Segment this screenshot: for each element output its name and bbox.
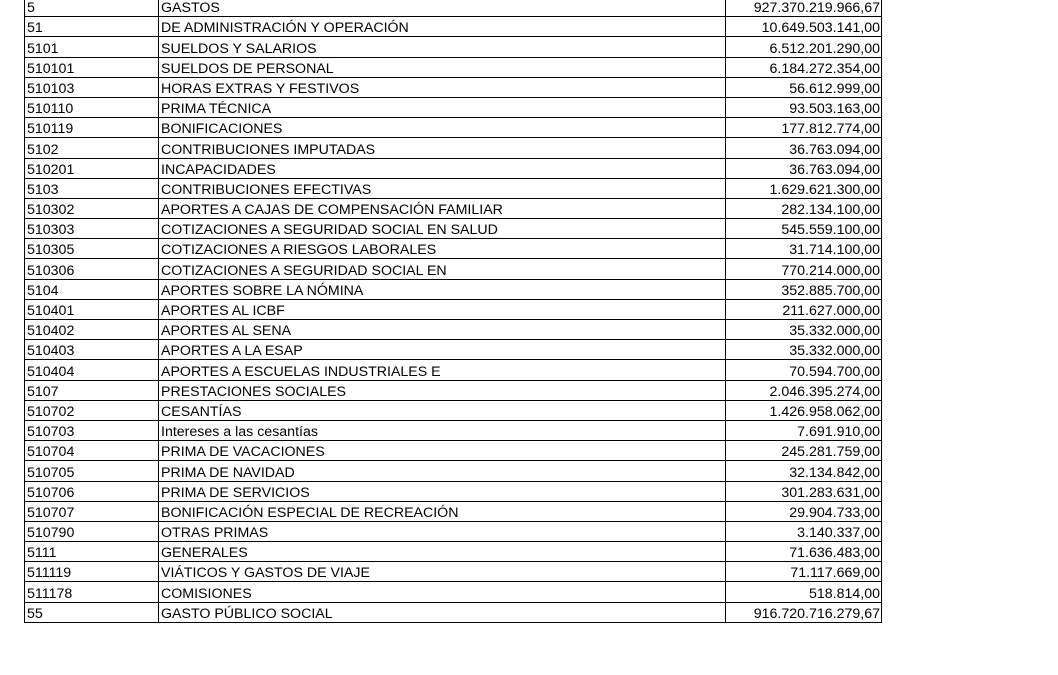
amount-cell: 10.649.503.141,00 xyxy=(726,17,882,37)
account-name-cell: CONTRIBUCIONES IMPUTADAS xyxy=(159,138,726,158)
amount-cell: 282.134.100,00 xyxy=(726,198,882,218)
table-row xyxy=(25,521,882,541)
account-name-cell: BONIFICACIONES xyxy=(159,118,726,138)
account-code-cell: 5107 xyxy=(25,380,159,400)
account-code-cell: 510306 xyxy=(25,259,159,279)
table-row xyxy=(25,380,882,400)
account-name-cell: DE ADMINISTRACIÓN Y OPERACIÓN xyxy=(159,17,726,37)
amount-cell: 545.559.100,00 xyxy=(726,219,882,239)
account-name-cell: PRIMA DE VACACIONES xyxy=(159,441,726,461)
account-name-cell: VIÁTICOS Y GASTOS DE VIAJE xyxy=(159,562,726,582)
table-row xyxy=(25,602,882,622)
amount-cell: 32.134.842,00 xyxy=(726,461,882,481)
table-row xyxy=(25,420,882,440)
amount-cell: 6.184.272.354,00 xyxy=(726,57,882,77)
table-row xyxy=(25,158,882,178)
account-code-cell: 510119 xyxy=(25,118,159,138)
amount-cell: 29.904.733,00 xyxy=(726,501,882,521)
amount-cell: 31.714.100,00 xyxy=(726,239,882,259)
table-row xyxy=(25,259,882,279)
amount-cell: 70.594.700,00 xyxy=(726,360,882,380)
account-name-cell: SUELDOS Y SALARIOS xyxy=(159,37,726,57)
table-row xyxy=(25,360,882,380)
amount-cell: 56.612.999,00 xyxy=(726,77,882,97)
table-row xyxy=(25,198,882,218)
table-row xyxy=(25,441,882,461)
account-name-cell: Intereses a las cesantías xyxy=(159,420,726,440)
amount-cell: 6.512.201.290,00 xyxy=(726,37,882,57)
account-name-cell: COMISIONES xyxy=(159,582,726,602)
account-code-cell: 5103 xyxy=(25,178,159,198)
table-row xyxy=(25,17,882,37)
table-row xyxy=(25,178,882,198)
amount-cell: 927.370.219.966,67 xyxy=(726,0,882,17)
table-row xyxy=(25,340,882,360)
amount-cell: 35.332.000,00 xyxy=(726,320,882,340)
account-code-cell: 510402 xyxy=(25,320,159,340)
account-name-cell: OTRAS PRIMAS xyxy=(159,521,726,541)
amount-cell: 36.763.094,00 xyxy=(726,138,882,158)
table-row xyxy=(25,57,882,77)
account-name-cell: APORTES A CAJAS DE COMPENSACIÓN FAMILIAR xyxy=(159,198,726,218)
account-code-cell: 511178 xyxy=(25,582,159,602)
account-code-cell: 510703 xyxy=(25,420,159,440)
account-code-cell: 510401 xyxy=(25,299,159,319)
account-code-cell: 510201 xyxy=(25,158,159,178)
account-code-cell: 510303 xyxy=(25,219,159,239)
amount-cell: 71.636.483,00 xyxy=(726,542,882,562)
table-row xyxy=(25,37,882,57)
table-row xyxy=(25,279,882,299)
amount-cell: 3.140.337,00 xyxy=(726,521,882,541)
account-code-cell: 5111 xyxy=(25,542,159,562)
account-name-cell: CONTRIBUCIONES EFECTIVAS xyxy=(159,178,726,198)
account-code-cell: 55 xyxy=(25,602,159,622)
table-row xyxy=(25,320,882,340)
account-code-cell: 510704 xyxy=(25,441,159,461)
account-name-cell: APORTES A ESCUELAS INDUSTRIALES E xyxy=(159,360,726,380)
account-code-cell: 510705 xyxy=(25,461,159,481)
account-name-cell: BONIFICACIÓN ESPECIAL DE RECREACIÓN xyxy=(159,501,726,521)
table-row xyxy=(25,542,882,562)
account-code-cell: 510103 xyxy=(25,77,159,97)
account-name-cell: APORTES A LA ESAP xyxy=(159,340,726,360)
table-row xyxy=(25,461,882,481)
table-row xyxy=(25,299,882,319)
account-code-cell: 5102 xyxy=(25,138,159,158)
table-row xyxy=(25,501,882,521)
account-name-cell: PRESTACIONES SOCIALES xyxy=(159,380,726,400)
table-row xyxy=(25,138,882,158)
account-code-cell: 510302 xyxy=(25,198,159,218)
amount-cell: 2.046.395.274,00 xyxy=(726,380,882,400)
account-name-cell: COTIZACIONES A SEGURIDAD SOCIAL EN xyxy=(159,259,726,279)
account-code-cell: 5101 xyxy=(25,37,159,57)
account-code-cell: 510702 xyxy=(25,400,159,420)
account-code-cell: 511119 xyxy=(25,562,159,582)
table-row xyxy=(25,582,882,602)
table-row xyxy=(25,97,882,117)
amount-cell: 211.627.000,00 xyxy=(726,299,882,319)
account-code-cell: 5104 xyxy=(25,279,159,299)
table-row xyxy=(25,562,882,582)
account-name-cell: GENERALES xyxy=(159,542,726,562)
account-name-cell: APORTES SOBRE LA NÓMINA xyxy=(159,279,726,299)
amount-cell: 1.629.621.300,00 xyxy=(726,178,882,198)
amount-cell: 177.812.774,00 xyxy=(726,118,882,138)
account-code-cell: 510403 xyxy=(25,340,159,360)
account-code-cell: 510101 xyxy=(25,57,159,77)
account-code-cell: 51 xyxy=(25,17,159,37)
table-row xyxy=(25,219,882,239)
amount-cell: 518.814,00 xyxy=(726,582,882,602)
amount-cell: 301.283.631,00 xyxy=(726,481,882,501)
amount-cell: 770.214.000,00 xyxy=(726,259,882,279)
expense-table-body xyxy=(25,0,882,622)
account-name-cell: PRIMA DE NAVIDAD xyxy=(159,461,726,481)
account-code-cell: 510790 xyxy=(25,521,159,541)
table-row xyxy=(25,77,882,97)
table-row xyxy=(25,239,882,259)
account-name-cell: INCAPACIDADES xyxy=(159,158,726,178)
account-name-cell: CESANTÍAS xyxy=(159,400,726,420)
account-name-cell: COTIZACIONES A SEGURIDAD SOCIAL EN SALUD xyxy=(159,219,726,239)
account-name-cell: GASTO PÚBLICO SOCIAL xyxy=(159,602,726,622)
table-row xyxy=(25,400,882,420)
table-row xyxy=(25,481,882,501)
amount-cell: 35.332.000,00 xyxy=(726,340,882,360)
amount-cell: 916.720.716.279,67 xyxy=(726,602,882,622)
account-name-cell: GASTOS xyxy=(159,0,726,17)
table-row xyxy=(25,118,882,138)
table-row xyxy=(25,0,882,17)
account-code-cell: 5 xyxy=(25,0,159,17)
account-code-cell: 510707 xyxy=(25,501,159,521)
amount-cell: 36.763.094,00 xyxy=(726,158,882,178)
amount-cell: 93.503.163,00 xyxy=(726,97,882,117)
account-name-cell: COTIZACIONES A RIESGOS LABORALES xyxy=(159,239,726,259)
account-code-cell: 510305 xyxy=(25,239,159,259)
expense-table xyxy=(24,0,882,623)
account-name-cell: APORTES AL ICBF xyxy=(159,299,726,319)
account-name-cell: PRIMA TÉCNICA xyxy=(159,97,726,117)
account-name-cell: APORTES AL SENA xyxy=(159,320,726,340)
account-code-cell: 510404 xyxy=(25,360,159,380)
amount-cell: 71.117.669,00 xyxy=(726,562,882,582)
amount-cell: 7.691.910,00 xyxy=(726,420,882,440)
amount-cell: 352.885.700,00 xyxy=(726,279,882,299)
amount-cell: 245.281.759,00 xyxy=(726,441,882,461)
account-name-cell: SUELDOS DE PERSONAL xyxy=(159,57,726,77)
account-code-cell: 510110 xyxy=(25,97,159,117)
amount-cell: 1.426.958.062,00 xyxy=(726,400,882,420)
account-code-cell: 510706 xyxy=(25,481,159,501)
account-name-cell: HORAS EXTRAS Y FESTIVOS xyxy=(159,77,726,97)
account-name-cell: PRIMA DE SERVICIOS xyxy=(159,481,726,501)
